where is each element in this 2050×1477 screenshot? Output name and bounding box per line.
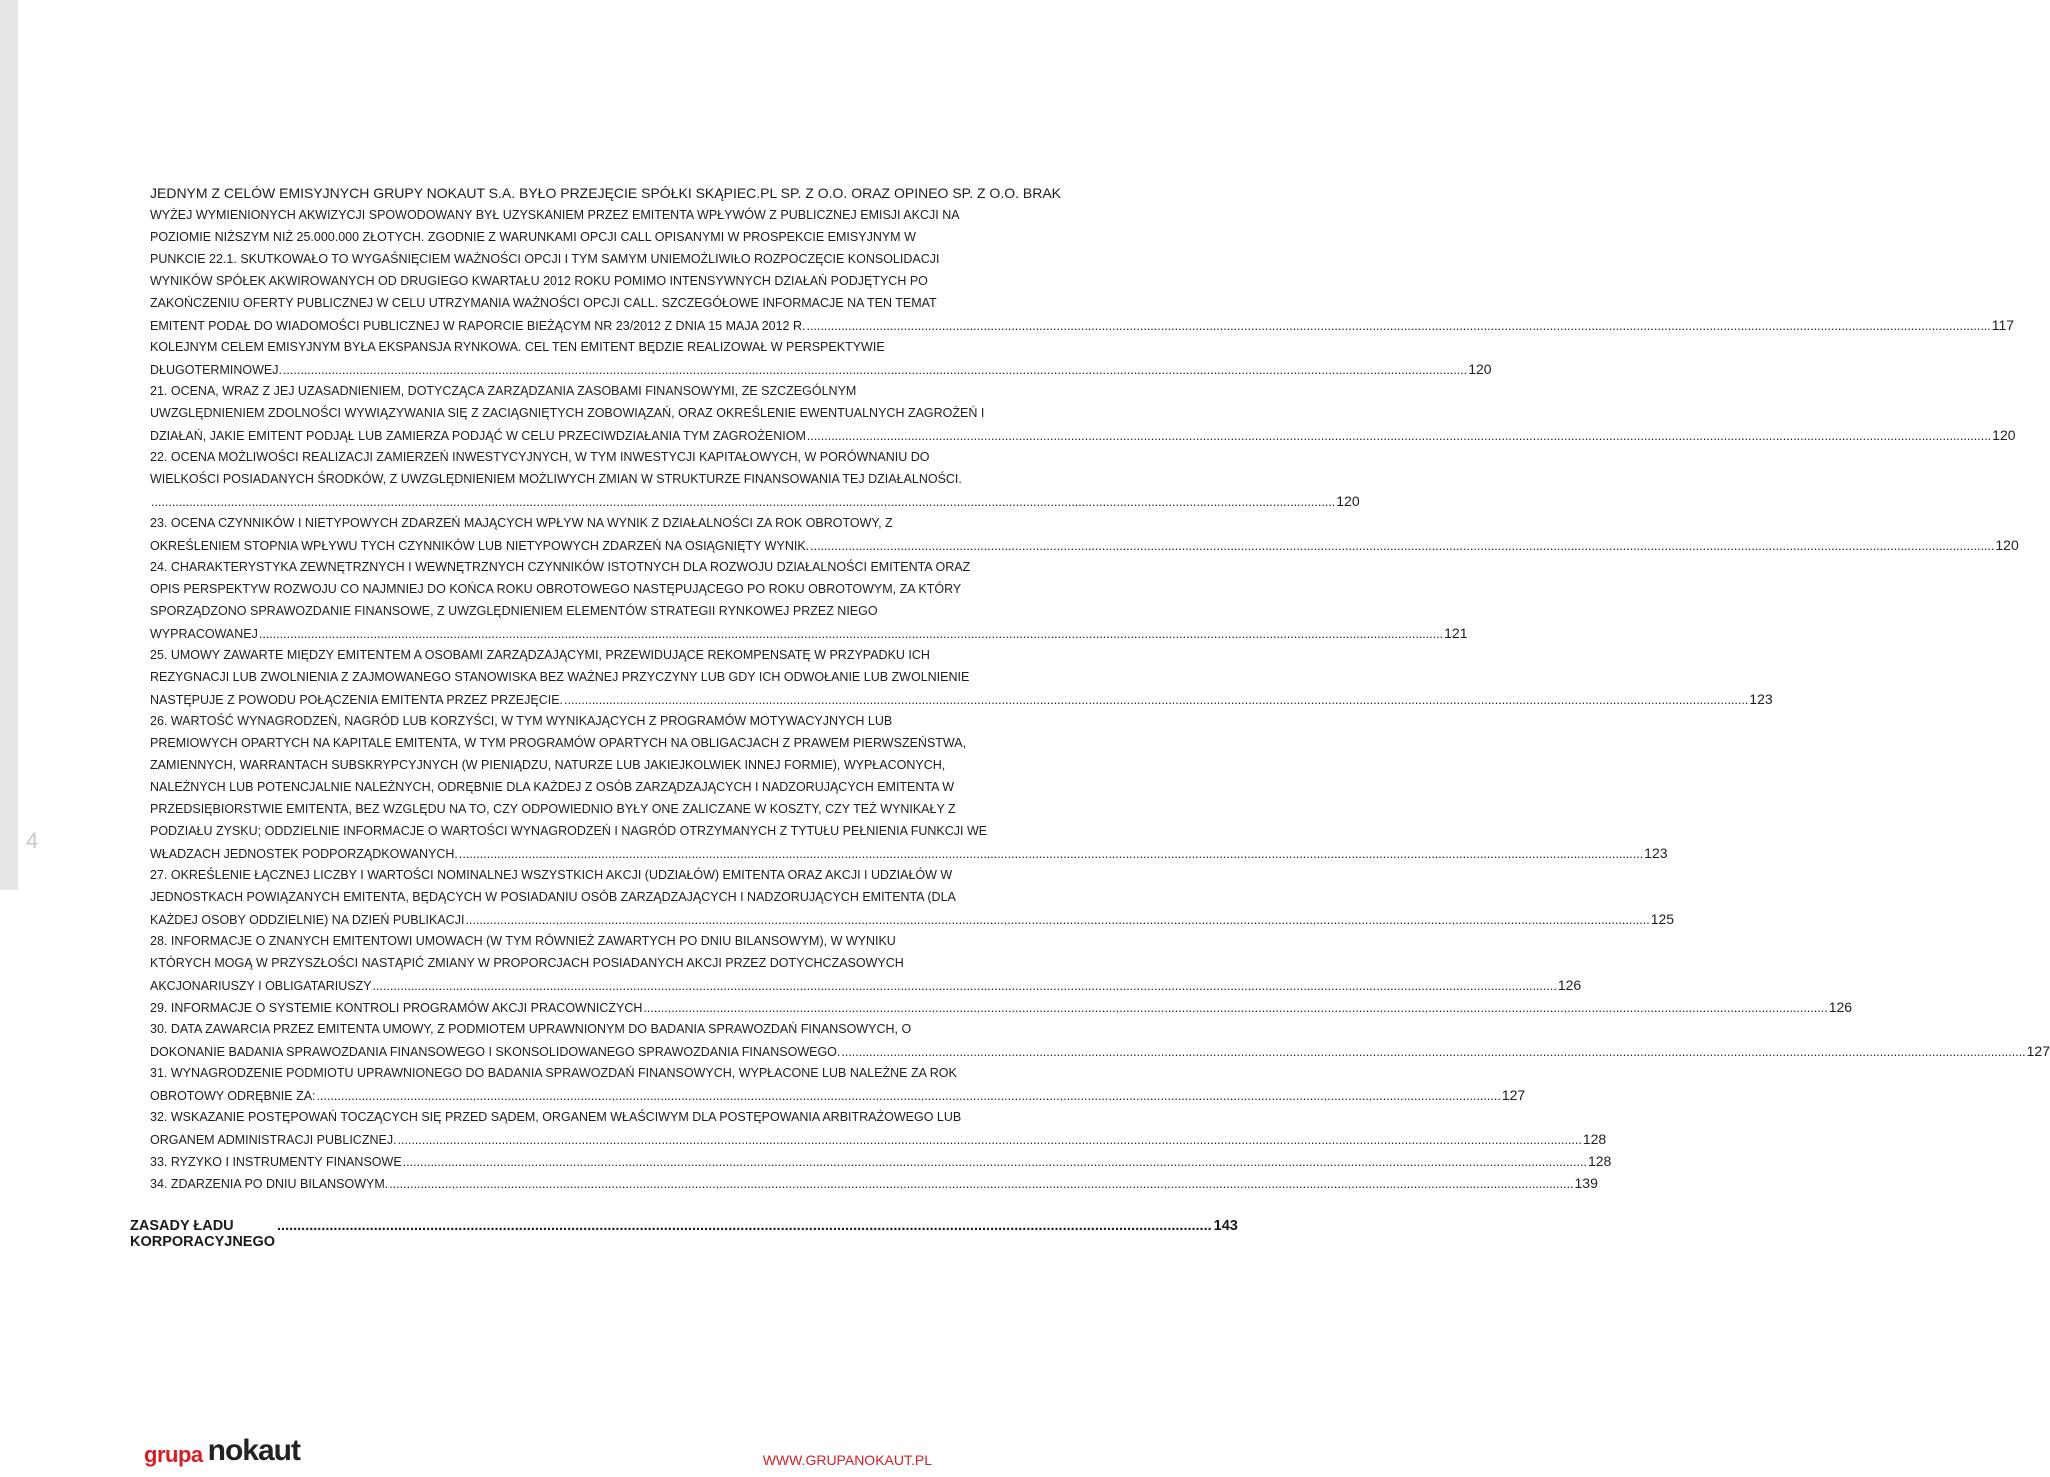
logo-nokaut: nokaut	[207, 1434, 300, 1467]
toc-entry-last-line[interactable]: NASTĘPUJE Z POWODU POŁĄCZENIA EMITENTA PRZEZ PRZEJĘCIE. ..... 123	[150, 688, 960, 710]
toc-entry-last-line[interactable]: ORGANEM ADMINISTRACJI PUBLICZNEJ. ..... 128	[150, 1128, 960, 1150]
toc-entry-line: 31. WYNAGRODZENIE PODMIOTU UPRAWNIONEGO DO BADANIA SPRAWOZDAŃ FINANSOWYCH, WYPŁACONE LUB NALEŻNE ZA ROK	[150, 1066, 957, 1080]
toc-entry-line: 22. OCENA MOŻLIWOŚCI REALIZACJI ZAMIERZEŃ INWESTYCYJNYCH, W TYM INWESTYCJI KAPITAŁOWYCH, W PORÓWNANIU DO	[150, 450, 930, 464]
toc-section-heading[interactable]	[130, 1218, 1238, 1250]
toc-page-number: 120	[1336, 493, 1360, 509]
toc-entry-line: 30. DATA ZAWARCIA PRZEZ EMITENTA UMOWY, Z PODMIOTEM UPRAWNIONYM DO BADANIA SPRAWOZDAŃ FINANSOWYCH, O	[150, 1022, 912, 1036]
toc-entry-line: 25. UMOWY ZAWARTE MIĘDZY EMITENTEM A OSOBAMI ZARZĄDZAJĄCYMI, PRZEWIDUJĄCE REKOMPENSATĘ W PRZYPADKU ICH	[150, 648, 930, 662]
toc-page-number: 126	[1557, 977, 1582, 993]
toc-entry-last-line[interactable]: DŁUGOTERMINOWEJ. ..... 120	[150, 358, 960, 380]
toc-entry-last-line[interactable]: OBROTOWY ODRĘBNIE ZA: ..... 127	[150, 1084, 960, 1106]
brand-logo	[144, 1434, 300, 1468]
toc-page-number: 120	[1468, 361, 1492, 377]
toc-page-number: 125	[1650, 911, 1675, 927]
toc-text-line: ZAKOŃCZENIU OFERTY PUBLICZNEJ W CELU UTRZYMANIA WAŻNOŚCI OPCJI CALL. SZCZEGÓŁOWE INFORMACJE NA TEN TEMAT	[150, 296, 937, 310]
toc-entry-line: NALEŻNYCH LUB POTENCJALNIE NALEŻNYCH, ODRĘBNIE DLA KAŻDEJ Z OSÓB ZARZĄDZAJĄCYCH I NADZORUJĄCYCH EMITENTA W	[150, 780, 955, 794]
toc-entry-line: PREMIOWYCH OPARTYCH NA KAPITALE EMITENTA, W TYM PROGRAMÓW OPARTYCH NA OBLIGACJACH Z PRAWEM PIERWSZEŃSTWA,	[150, 736, 967, 750]
toc-entry-line: PODZIAŁU ZYSKU; ODDZIELNIE INFORMACJE O WARTOŚCI WYNAGRODZEŃ I NAGRÓD OTRZYMANYCH Z TYTUŁU PEŁNIENIA FUNKCJI WE	[150, 824, 988, 838]
toc-entry-line: OPIS PERSPEKTYW ROZWOJU CO NAJMNIEJ DO KOŃCA ROKU OBROTOWEGO NASTĘPUJĄCEGO PO ROKU OBROTOWYM, ZA KTÓRY	[150, 582, 962, 596]
toc-page-number: 127	[2026, 1043, 2050, 1059]
toc-entry-last-line[interactable]: 33. RYZYKO I INSTRUMENTY FINANSOWE ..... 128	[150, 1150, 960, 1172]
toc-entry-line: 24. CHARAKTERYSTYKA ZEWNĘTRZNYCH I WEWNĘTRZNYCH CZYNNIKÓW ISTOTNYCH DLA ROZWOJU DZIAŁALNOŚCI EMITENTA ORAZ	[150, 560, 971, 574]
toc-page-number: 117	[1991, 317, 2015, 333]
toc-text-line: POZIOMIE NIŻSZYM NIŻ 25.000.000 ZŁOTYCH. ZGODNIE Z WARUNKAMI OPCJI CALL OPISANYMI W PROSPEKCIE EMISYJNYM W	[150, 230, 916, 244]
toc-entry-line: 23. OCENA CZYNNIKÓW I NIETYPOWYCH ZDARZEŃ MAJĄCYCH WPŁYW NA WYNIK Z DZIAŁALNOŚCI ZA ROK OBROTOWY, Z	[150, 516, 893, 530]
toc-entry-last-line[interactable]: DOKONANIE BADANIA SPRAWOZDANIA FINANSOWEGO I SKONSOLIDOWANEGO SPRAWOZDANIA FINANSOWEGO. ..... 127	[150, 1040, 960, 1062]
toc-entry-last-line[interactable]: OKREŚLENIEM STOPNIA WPŁYWU TYCH CZYNNIKÓW LUB NIETYPOWYCH ZDARZEŃ NA OSIĄGNIĘTY WYNIK. ..... 120	[150, 534, 960, 556]
toc-entry-line: UWZGLĘDNIENIEM ZDOLNOŚCI WYWIĄZYWANIA SIĘ Z ZACIĄGNIĘTYCH ZOBOWIĄZAŃ, ORAZ OKREŚLENIE EWENTUALNYCH ZAGROŻEŃ I	[150, 406, 985, 420]
toc-page-number: 126	[1828, 999, 1853, 1015]
section-title: ZASADY ŁADU KORPORACYJNEGO	[130, 1218, 276, 1250]
toc-entry-line: 28. INFORMACJE O ZNANYCH EMITENTOWI UMOWACH (W TYM RÓWNIEŻ ZAWARTYCH PO DNIU BILANSOWYM), W WYNIKU	[150, 934, 896, 948]
toc-text-line: WYŻEJ WYMIENIONYCH AKWIZYCJI SPOWODOWANY BYŁ UZYSKANIEM PRZEZ EMITENTA WPŁYWÓW Z PUBLICZNEJ EMISJI AKCJI NA	[150, 208, 960, 222]
toc-text-line: WYNIKÓW SPÓŁEK AKWIROWANYCH OD DRUGIEGO KWARTAŁU 2012 ROKU POMIMO INTENSYWNYCH DZIAŁAŃ PODJĘTYCH PO	[150, 274, 928, 288]
toc-entry-last-line[interactable]: 29. INFORMACJE O SYSTEMIE KONTROLI PROGRAMÓW AKCJI PRACOWNICZYCH ..... 126	[150, 996, 960, 1018]
toc-entry-last-line[interactable]: WYPRACOWANEJ ..... 121	[150, 622, 960, 644]
toc-entry-line: KOLEJNYM CELEM EMISYJNYM BYŁA EKSPANSJA RYNKOWA. CEL TEN EMITENT BĘDZIE REALIZOWAŁ W PERSPEKTYWIE	[150, 340, 885, 354]
toc-entry-line: 27. OKREŚLENIE ŁĄCZNEJ LICZBY I WARTOŚCI NOMINALNEJ WSZYSTKICH AKCJI (UDZIAŁÓW) EMITENTA ORAZ AKCJI I UDZIAŁÓW W	[150, 868, 953, 882]
toc-entry-line: 26. WARTOŚĆ WYNAGRODZEŃ, NAGRÓD LUB KORZYŚCI, W TYM WYNIKAJĄCYCH Z PROGRAMÓW MOTYWACYJNYCH LUB	[150, 714, 893, 728]
toc-entry-last-line[interactable]: EMITENT PODAŁ DO WIADOMOŚCI PUBLICZNEJ W RAPORCIE BIEŻĄCYM NR 23/2012 Z DNIA 15 MAJA 2012 R. ..... 117	[150, 314, 960, 336]
toc-entry-line: 32. WSKAZANIE POSTĘPOWAŃ TOCZĄCYCH SIĘ PRZED SĄDEM, ORGANEM WŁAŚCIWYM DLA POSTĘPOWANIA ARBITRAŻOWEGO LUB	[150, 1110, 962, 1124]
toc-entry-line: WIELKOŚCI POSIADANYCH ŚRODKÓW, Z UWZGLĘDNIENIEM MOŻLIWYCH ZMIAN W STRUKTURZE FINANSOWANIA TEJ DZIAŁALNOŚCI.	[150, 472, 962, 486]
toc-text-line: JEDNYM Z CELÓW EMISYJNYCH GRUPY NOKAUT S.A. BYŁO PRZEJĘCIE SPÓŁKI SKĄPIEC.PL SP. Z O.O. ORAZ OPINEO SP. Z O.O. BRAK	[150, 185, 1061, 201]
toc-entry-last-line[interactable]: AKCJONARIUSZY I OBLIGATARIUSZY ..... 126	[150, 974, 960, 996]
toc-page-number: 121	[1444, 625, 1468, 641]
toc-entry-line: KTÓRYCH MOGĄ W PRZYSZŁOŚCI NASTĄPIĆ ZMIANY W PROPORCJACH POSIADANYCH AKCJI PRZEZ DOTYCHCZASOWYCH	[150, 956, 904, 970]
toc-page-number: 120	[1995, 537, 2019, 553]
toc-content	[150, 182, 2050, 1194]
toc-page-number: 127	[1501, 1087, 1526, 1103]
logo-grupa: grupa	[144, 1442, 203, 1467]
toc-entry-last-line[interactable]: KAŻDEJ OSOBY ODDZIELNIE) NA DZIEŃ PUBLIKACJI ..... 125	[150, 908, 960, 930]
toc-entry-last-line[interactable]: WŁADZACH JEDNOSTEK PODPORZĄDKOWANYCH. ..... 123	[150, 842, 960, 864]
footer-url-link[interactable]: WWW.GRUPANOKAUT.PL	[762, 1452, 932, 1468]
toc-entry-line: ZAMIENNYCH, WARRANTACH SUBSKRYPCYJNYCH (W PIENIĄDZU, NATURZE LUB JAKIEJKOLWIEK INNEJ FORMIE), WYPŁACONYCH,	[150, 758, 946, 772]
page-sidebar-band	[0, 0, 18, 890]
toc-page-number: 123	[1644, 845, 1668, 861]
toc-page-number: 123	[1749, 691, 1773, 707]
section-page-number: 143	[1213, 1218, 1238, 1234]
toc-entry-line: JEDNOSTKACH POWIĄZANYCH EMITENTA, BĘDĄCYCH W POSIADANIU OSÓB ZARZĄDZAJĄCYCH I NADZORUJĄCYCH EMITENTA (DLA	[150, 890, 956, 904]
toc-page-number: 139	[1574, 1175, 1598, 1191]
toc-entry-last-line[interactable]	[150, 490, 1360, 512]
toc-entry-line: REZYGNACJI LUB ZWOLNIENIA Z ZAJMOWANEGO STANOWISKA BEZ WAŻNEJ PRZYCZYNY LUB GDY ICH ODWOŁANIE LUB ZWOLNIENIE	[150, 670, 970, 684]
toc-text-line: PUNKCIE 22.1. SKUTKOWAŁO TO WYGAŚNIĘCIEM WAŻNOŚCI OPCJI I TYM SAMYM UNIEMOŻLIWIŁO ROZPOCZĘCIE KONSOLIDACJI	[150, 252, 940, 266]
page-number: 4	[26, 828, 39, 853]
toc-page-number: 128	[1587, 1153, 1612, 1169]
toc-entry-last-line[interactable]: 34. ZDARZENIA PO DNIU BILANSOWYM. ..... 139	[150, 1172, 960, 1194]
toc-page-number: 120	[1992, 427, 2016, 443]
toc-entry-line: PRZEDSIĘBIORSTWIE EMITENTA, BEZ WZGLĘDU NA TO, CZY ODPOWIEDNIO BYŁY ONE ZALICZANE W KOSZTY, CZY TEŻ WYNIKAŁY Z	[150, 802, 956, 816]
toc-page-number: 128	[1582, 1131, 1607, 1147]
toc-entry-line: SPORZĄDZONO SPRAWOZDANIE FINANSOWE, Z UWZGLĘDNIENIEM ELEMENTÓW STRATEGII RYNKOWEJ PRZEZ NIEGO	[150, 604, 878, 618]
toc-entry-last-line[interactable]: DZIAŁAŃ, JAKIE EMITENT PODJĄŁ LUB ZAMIERZA PODJĄĆ W CELU PRZECIWDZIAŁANIA TYM ZAGROŻENIOM ..... 120	[150, 424, 960, 446]
toc-entry-line: 21. OCENA, WRAZ Z JEJ UZASADNIENIEM, DOTYCZĄCA ZARZĄDZANIA ZASOBAMI FINANSOWYMI, ZE SZCZEGÓLNYM	[150, 384, 857, 398]
